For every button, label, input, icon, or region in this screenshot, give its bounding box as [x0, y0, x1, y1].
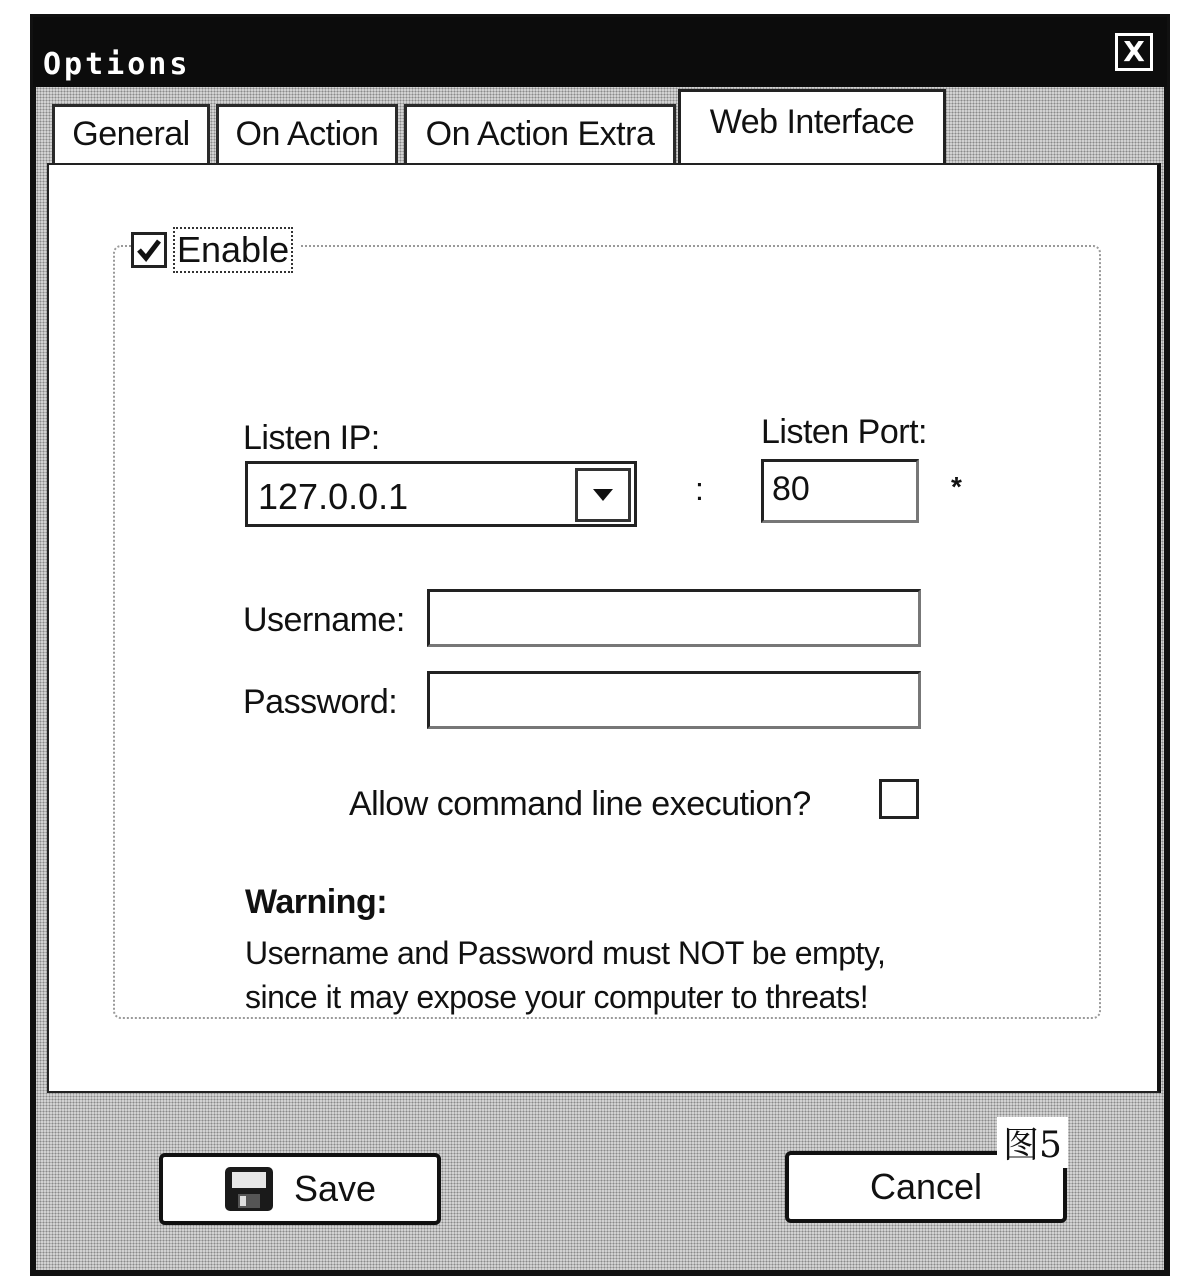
listen-port-input[interactable]: 80: [761, 459, 919, 523]
warning-line-2: since it may expose your computer to threats!: [245, 979, 869, 1015]
enable-checkbox-row[interactable]: [131, 227, 299, 273]
close-icon: X: [1123, 35, 1145, 68]
cmd-exec-checkbox[interactable]: [879, 779, 919, 819]
listen-ip-label: Listen IP:: [243, 419, 380, 457]
tab-on-action[interactable]: On Action: [216, 104, 398, 164]
listen-ip-dropdown[interactable]: [245, 461, 637, 527]
checkmark-icon: [134, 235, 164, 265]
listen-ip-value: 127.0.0.1: [258, 476, 409, 517]
tab-on-action-extra[interactable]: On Action Extra: [404, 104, 676, 164]
save-label: Save: [293, 1168, 377, 1209]
button-bar: [47, 1093, 1161, 1273]
listen-port-label: Listen Port:: [761, 413, 927, 451]
close-button[interactable]: [1115, 33, 1153, 71]
dialog-body: [36, 87, 1164, 1270]
username-label: Username:: [243, 601, 405, 639]
warning-title: Warning:: [245, 883, 388, 921]
enable-checkbox[interactable]: [131, 232, 167, 268]
warning-line-1: Username and Password must NOT be empty,: [245, 935, 886, 971]
figure-caption: 图5: [997, 1117, 1068, 1168]
tab-web-interface[interactable]: Web Interface: [678, 89, 946, 163]
cancel-button[interactable]: Cancel: [785, 1151, 1067, 1223]
window-title: Options: [43, 47, 191, 82]
password-label: Password:: [243, 683, 398, 721]
cmd-exec-label: Allow command line execution?: [349, 785, 811, 823]
required-mark: *: [951, 471, 962, 502]
floppy-disk-icon: [224, 1166, 274, 1212]
dropdown-button[interactable]: [575, 468, 631, 522]
enable-label: Enable: [173, 227, 293, 273]
chevron-down-icon: [591, 487, 615, 503]
options-dialog: [30, 14, 1170, 1276]
password-input[interactable]: [427, 671, 921, 729]
title-bar[interactable]: [33, 17, 1167, 87]
port-separator: :: [695, 471, 704, 507]
web-interface-panel: [47, 163, 1161, 1166]
username-input[interactable]: [427, 589, 921, 647]
warning-text: [245, 931, 1005, 1019]
save-button[interactable]: [159, 1153, 441, 1225]
tab-general[interactable]: General: [52, 104, 210, 164]
